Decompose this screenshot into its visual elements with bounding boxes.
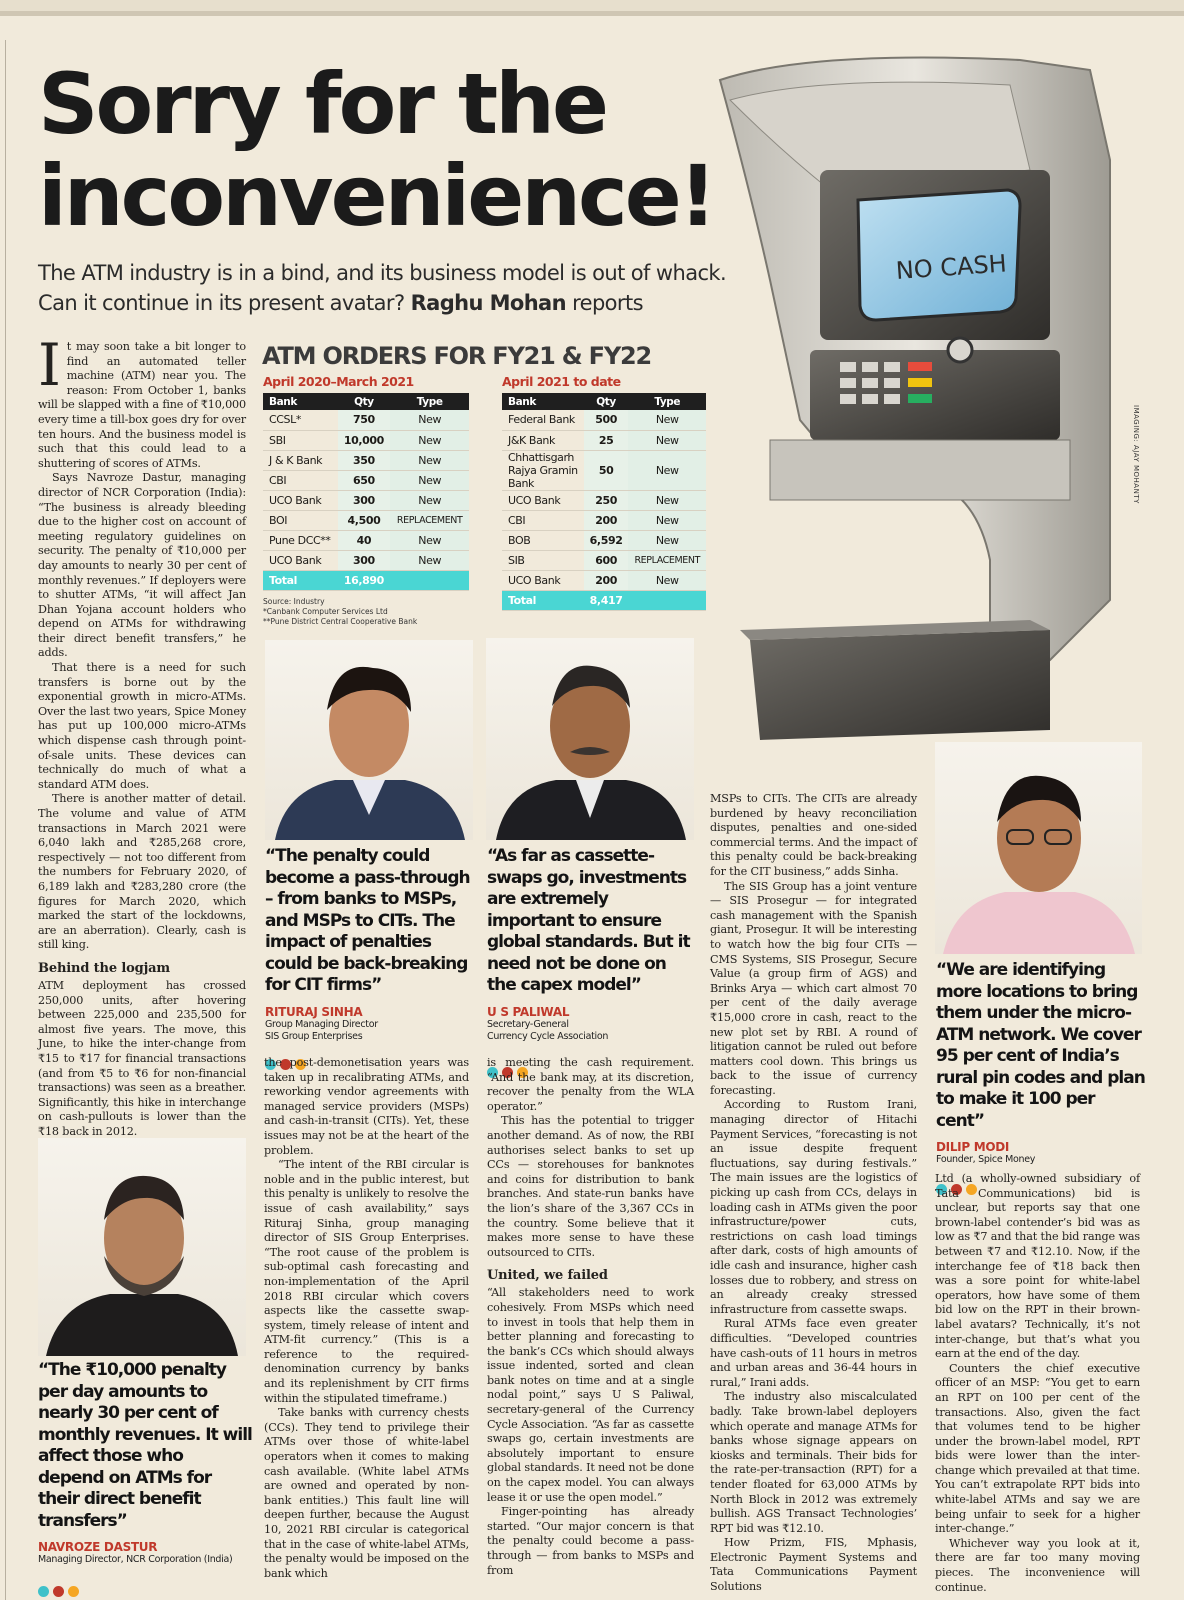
table-title: ATM ORDERS FOR FY21 & FY22 <box>262 342 652 370</box>
table-cell-type: New <box>390 530 469 550</box>
photo-dilip-modi <box>935 742 1142 954</box>
article-paragraph: Ltd (a wholly-owned subsidiary of Tata Communications) bid is unclear, but reports say that one brown-label contender’s bid was as low as ₹7 and that the bid range was between ₹7 and ₹12.10. Now, if the interchange fee of ₹18 back then was a sore point for white-label operators, how have some of them bid low on the RPT in their brown-label avatars? Technically, it’s not inter-change, but that’s what you earn at the end of the day. <box>935 1172 1140 1361</box>
quote-title: Group Managing Director <box>265 1018 378 1030</box>
table-cell-bank: CBI <box>263 470 338 490</box>
table-row <box>263 490 469 510</box>
atm-cash-box <box>750 630 1050 740</box>
table-cell-type: New <box>390 550 469 570</box>
atm-clear-key <box>908 378 932 387</box>
table-cell-qty: 300 <box>338 550 391 570</box>
article-paragraph: Rural ATMs face even greater difficulties. “Developed countries have cash-outs of 11 hours in metros and urban areas and 36-44 hours in rural,” Irani adds. <box>710 1317 917 1389</box>
table-row <box>502 410 706 430</box>
subhead: Behind the logjam <box>38 960 171 976</box>
decor-dot <box>38 1586 49 1597</box>
table-row <box>502 530 706 550</box>
decor-dot <box>53 1586 64 1597</box>
table-cell-bank: SBI <box>263 430 338 450</box>
table-cell-qty: 200 <box>584 570 629 590</box>
table-row <box>263 410 469 430</box>
table-left-period: April 2020–March 2021 <box>263 374 414 389</box>
article-column-1 <box>38 331 246 1154</box>
atm-keypad <box>840 362 900 404</box>
table-cell-qty: 500 <box>584 410 629 430</box>
quote-title: Managing Director, NCR Corporation (India) <box>38 1554 233 1565</box>
article-paragraph: The industry also miscalculated badly. Take brown-label deployers which operate and manage ATMs for banks whose signage appears on kiosks and terminals. Their bids for the rate-per-transaction (RPT) for a tender floated for 63,000 ATMs by North Block in 2012 was extremely bullish. AGS Transact Technologies’ RPT bid was ₹12.10. <box>710 1390 917 1535</box>
decor-dots <box>38 1582 253 1600</box>
article-column-2 <box>264 1056 469 1581</box>
quote-name: DILIP MODI <box>936 1140 1010 1154</box>
quote-title: SIS Group Enterprises <box>265 1030 363 1042</box>
table-total-row: Total 8,417 <box>502 590 706 610</box>
quote-block-sinha <box>265 846 475 1074</box>
byline: Raghu Mohan <box>410 291 566 315</box>
atm-illustration <box>690 40 1150 780</box>
table-row <box>263 430 469 450</box>
table-cell-qty: 650 <box>338 470 391 490</box>
page-left-rule <box>0 40 6 1600</box>
quote-name: U S PALIWAL <box>487 1004 570 1019</box>
table-cell-bank: UCO Bank <box>263 550 338 570</box>
table-cell-type: New <box>390 470 469 490</box>
article-column-4 <box>710 792 917 1595</box>
deck <box>38 258 778 318</box>
table-row <box>263 470 469 490</box>
table-cell-bank: CCSL* <box>263 410 338 430</box>
table-right-period: April 2021 to date <box>502 374 621 389</box>
article-paragraph: MSPs to CITs. The CITs are already burdened by heavy reconciliation disputes, penalties and one-sided commercial terms. And the impact of this penalty could be back-breaking for the CIT business,” adds Sinha. <box>710 792 917 878</box>
table-row <box>502 430 706 450</box>
table-cell-type: New <box>628 530 706 550</box>
table-right <box>502 374 710 611</box>
article-paragraph: Finger-pointing has already started. “Our major concern is that the penalty could become a pass-through — from banks to MSPs and from <box>487 1505 694 1577</box>
table-cell-type: New <box>390 410 469 430</box>
article-paragraph: “All stakeholders need to work cohesively. From MSPs which need to invest in tools that help them in better planning and forecasting to the bank’s CCs which should always issue indented, sorted and clean bank notes on time and at a single nodal point,” says U S Paliwal, secretary-general of the Currency Cycle Association. “As far as cassette swaps go, certain investments are absolutely important to ensure global standards. It need not be done on the capex model. You can always lease it or use the open model.” <box>487 1286 694 1504</box>
atm-ledge <box>770 440 1070 500</box>
quote-block-modi <box>936 960 1146 1199</box>
quote-title: Currency Cycle Association <box>487 1030 609 1042</box>
article-paragraph: That there is a need for such transfers is borne out by the exponential growth in micro-ATMs. Over the last two years, Spice Money has put up 100,000 micro-ATMs which dispense cash through point-of-sale units. These devices can technically do much of what a standard ATM does. <box>38 661 246 791</box>
article-column-5 <box>935 1172 1140 1595</box>
table-row <box>502 490 706 510</box>
deck-line-1: The ATM industry is in a bind, and its business model is out of whack. <box>38 261 727 285</box>
table-cell-qty: 4,500 <box>338 510 391 530</box>
quote-title: Founder, Spice Money <box>936 1154 1036 1165</box>
article-paragraph: There is another matter of detail. The volume and value of ATM transactions in March 2021 were 6,040 lakh and ₹285,268 crore, respectively — not too different from the numbers for February 2020, of 6,189 lakh and ₹283,280 crore (the figures for March 2020, which marked the start of the lockdowns, are an aberration). Clearly, cash is still king. <box>38 792 246 952</box>
table-cell-type: New <box>390 450 469 470</box>
pull-quote: “The ₹10,000 penalty per day amounts to nearly 30 per cent of monthly revenues. It will affect those who depend on ATMs for their direct benefit transfers” <box>38 1360 252 1531</box>
quote-name: NAVROZE DASTUR <box>38 1540 158 1554</box>
article-paragraph: It may soon take a bit longer to find an automated teller machine (ATM) near you. The reason: From October 1, banks will be slapped with a fine of ₹10,000 every time a till-box goes dry for over ten hours. And the business model is such that this could lead to a shuttering of scores of ATMs. <box>38 331 246 470</box>
quote-block-dastur <box>38 1360 253 1600</box>
drop-cap: I <box>38 331 61 399</box>
table-row <box>263 530 469 550</box>
deck-line-2 <box>38 288 778 318</box>
table-notes: Source: Industry *Canbank Computer Services Ltd **Pune District Central Cooperative Bank <box>263 596 418 626</box>
photo-navroze-dastur <box>38 1138 246 1356</box>
table-cell-type: New <box>390 490 469 510</box>
pull-quote: “The penalty could become a pass-through – from banks to MSPs, and MSPs to CITs. The impact of penalties could be back-breaking for CIT firms” <box>265 846 470 995</box>
table-cell-bank: Federal Bank <box>502 410 584 430</box>
article-paragraph: Says Navroze Dastur, managing director of NCR Corporation (India): “The business is already bleeding due to the higher cost on account of meeting regulatory guidelines on security. The penalty of ₹10,000 per day amounts to nearly 30 per cent of monthly revenues.” If deployers were to shutter ATMs, “it will affect Jan Dhan Yojana account holders who depend on ATMs for withdrawing their direct benefit transfers,” he adds. <box>38 471 246 660</box>
pull-quote: “We are identifying more locations to bring them under the micro-ATM network. We cover 95 per cent of India’s rural pin codes and plan to make it 100 per cent” <box>936 960 1145 1131</box>
table-cell-qty: 6,592 <box>584 530 629 550</box>
article-paragraph: This has the potential to trigger another demand. As of now, the RBI authorises select banks to set up CCs — storehouses for banknotes and coins for distribution to bank branches. And state-run banks have the lion’s share of the 3,367 CCs in the country. Some believe that it makes more sense to have these outsourced to CITs. <box>487 1114 694 1259</box>
article-paragraph: How Prizm, FIS, Mphasis, Electronic Payment Systems and Tata Communications Payment Solutions <box>710 1536 917 1594</box>
table-cell-bank: BOB <box>502 530 584 550</box>
portrait-illustration <box>935 742 1142 954</box>
table-cell-qty: 250 <box>584 490 629 510</box>
atm-enter-key <box>908 394 932 403</box>
table-cell-type: New <box>628 570 706 590</box>
quote-name: RITURAJ SINHA <box>265 1004 363 1019</box>
table-cell-type: REPLACEMENT <box>390 510 469 530</box>
table-cell-bank: UCO Bank <box>263 490 338 510</box>
decor-dot <box>68 1586 79 1597</box>
table-cell-type: REPLACEMENT <box>628 550 706 570</box>
table-cell-qty: 350 <box>338 450 391 470</box>
article-paragraph: Counters the chief executive officer of an MSP: “You get to earn an RPT on 100 per cent of the transactions. Also, given the fact that volumes tend to be higher under the brown-label model, RPT bids were lower than the inter-change which prevailed at that time. You can’t extrapolate RPT bids into white-label ATMs and say we are being unfair to seek for a higher inter-change.” <box>935 1361 1140 1536</box>
portrait-illustration <box>486 638 694 840</box>
photo-rituraj-sinha <box>265 640 473 840</box>
table-cell-qty: 200 <box>584 510 629 530</box>
article-column-3 <box>487 1056 694 1578</box>
deck-question: Can it continue in its present avatar? <box>38 291 405 315</box>
imaging-credit: IMAGING: AJAY MOHANTY <box>1132 405 1140 504</box>
table-cell-qty: 300 <box>338 490 391 510</box>
subhead: United, we failed <box>487 1268 608 1284</box>
table-total-row: Total 16,890 <box>263 570 469 590</box>
portrait-illustration <box>38 1138 246 1356</box>
article-paragraph: The SIS Group has a joint venture — SIS Prosegur — for integrated cash management with the Spanish giant, Prosegur. It will be interesting to watch how the big four CITs — CMS Systems, SIS Prosegur, Secure Value (a group firm of AGS) and Brinks Arya — which cart almost 70 per cent of the daily average ₹15,000 crore in cash, react to the new plot set by RBI. A round of litigation cannot be ruled out before matters cool down. This brings us back to the issue of currency forecasting. <box>710 879 917 1097</box>
table-cell-bank: BOI <box>263 510 338 530</box>
article-paragraph: “The intent of the RBI circular is noble and in the public interest, but this penalty is unlikely to resolve the issue of cash availability,” says Rituraj Sinha, group managing director of SIS Group Enterprises. “The root cause of the problem is sub-optimal cash forecasting and non-implementation of the April 2018 RBI circular which covers aspects like the cassette swap-system, timely release of intent and ATM-fit currency.” (This is a reference to the required-denomination currency by banks and its replenishment by CIT firms within the stipulated timeframe.) <box>264 1158 469 1405</box>
table-cell-bank: UCO Bank <box>502 570 584 590</box>
article-paragraph: the post-demonetisation years was taken up in recalibrating ATMs, and reworking vendor agreements with managed service providers (MSPs) and cash-in-transit (CITs). Yet, these issues may not be at the heart of the problem. <box>264 1056 469 1157</box>
table-cell-bank: Pune DCC** <box>263 530 338 550</box>
headline: Sorry for the inconvenience! <box>38 55 715 245</box>
table-row <box>263 510 469 530</box>
table-cell-bank: Chhattisgarh Rajya Gramin Bank <box>502 450 584 490</box>
table-row <box>502 450 706 490</box>
deck-reports: reports <box>572 291 643 315</box>
table-cell-type: New <box>628 490 706 510</box>
table-cell-type: New <box>628 430 706 450</box>
article-paragraph: Take banks with currency chests (CCs). They tend to privilege their ATMs over those of white-label operators when it comes to making cash available. (White label ATMs are owned and operated by non-bank entities.) This fault line will deepen further, because the August 10, 2021 RBI circular is categorical that in the case of white-label ATMs, the penalty would be imposed on the bank which <box>264 1406 469 1580</box>
atm-card-slot <box>948 338 972 362</box>
table-cell-qty: 25 <box>584 430 629 450</box>
table-cell-qty: 10,000 <box>338 430 391 450</box>
table-cell-type: New <box>628 510 706 530</box>
table-row <box>502 570 706 590</box>
table-cell-bank: J&K Bank <box>502 430 584 450</box>
table-cell-type: New <box>628 410 706 430</box>
page-top-rule <box>0 0 1184 16</box>
table-row <box>263 450 469 470</box>
table-cell-bank: J & K Bank <box>263 450 338 470</box>
table-cell-qty: 750 <box>338 410 391 430</box>
pull-quote: “As far as cassette-swaps go, investments are extremely important to ensure global standards. But it need not be done on the capex model” <box>487 846 690 995</box>
article-paragraph: Whichever way you look at it, there are far too many moving pieces. The inconvenience will continue. <box>935 1536 1140 1594</box>
orders-table-fy22: Bank Qty Type Federal Bank 500 New J&K Bank 25 New Chhattisgarh Rajya Gramin Bank 50 New UCO Bank 250 New CBI 200 New BOB 6,592 New SIB 600 REPLACEMENT UCO Bank 200 New Total 8,417 <box>502 393 706 611</box>
table-cell-bank: CBI <box>502 510 584 530</box>
table-cell-qty: 50 <box>584 450 629 490</box>
table-cell-type: New <box>390 430 469 450</box>
table-cell-bank: SIB <box>502 550 584 570</box>
table-cell-type: New <box>628 450 706 490</box>
atm-screen-text: NO CASH <box>894 249 1008 286</box>
table-cell-qty: 40 <box>338 530 391 550</box>
article-paragraph: is meeting the cash requirement. “And the bank may, at its discretion, recover the penalty from the WLA operator.” <box>487 1056 694 1113</box>
orders-table-fy21: Bank Qty Type CCSL* 750 New SBI 10,000 New J & K Bank 350 New CBI 650 New UCO Bank 300 New BOI 4,500 REPLACEMENT Pune DCC** 40 New UCO Bank 300 New Total 16,890 <box>263 393 469 591</box>
table-left <box>263 374 471 627</box>
table-row <box>502 550 706 570</box>
table-cell-bank: UCO Bank <box>502 490 584 510</box>
table-cell-qty: 600 <box>584 550 629 570</box>
article-paragraph: ATM deployment has crossed 250,000 units, after hovering between 225,000 and 235,500 for almost five years. The move, this June, to hike the inter-change from ₹15 to ₹17 for financial transactions (and from ₹5 to ₹6 for non-financial transactions) was seen as a breather. Significantly, this hike in interchange on cash-pullouts is lower than the ₹18 back in 2012. <box>38 978 246 1138</box>
photo-us-paliwal <box>486 638 694 840</box>
portrait-illustration <box>265 640 473 840</box>
quote-title: Secretary-General <box>487 1018 569 1030</box>
article-paragraph: According to Rustom Irani, managing director of Hitachi Payment Services, “forecasting is not an issue despite frequent fluctuations, say during festivals.” The main issues are the logistics of picking up cash from CCs, delays in loading cash in ATMs given the poor infrastructure/power cuts, restrictions on cash load timings after dark, costs of high amounts of idle cash and insurance, higher cash losses due to robbery, and stress on an already creaky stressed infrastructure from cassette swaps. <box>710 1098 917 1316</box>
table-row <box>263 550 469 570</box>
quote-block-paliwal <box>487 846 697 1082</box>
atm-cancel-key <box>908 362 932 371</box>
table-row <box>502 510 706 530</box>
